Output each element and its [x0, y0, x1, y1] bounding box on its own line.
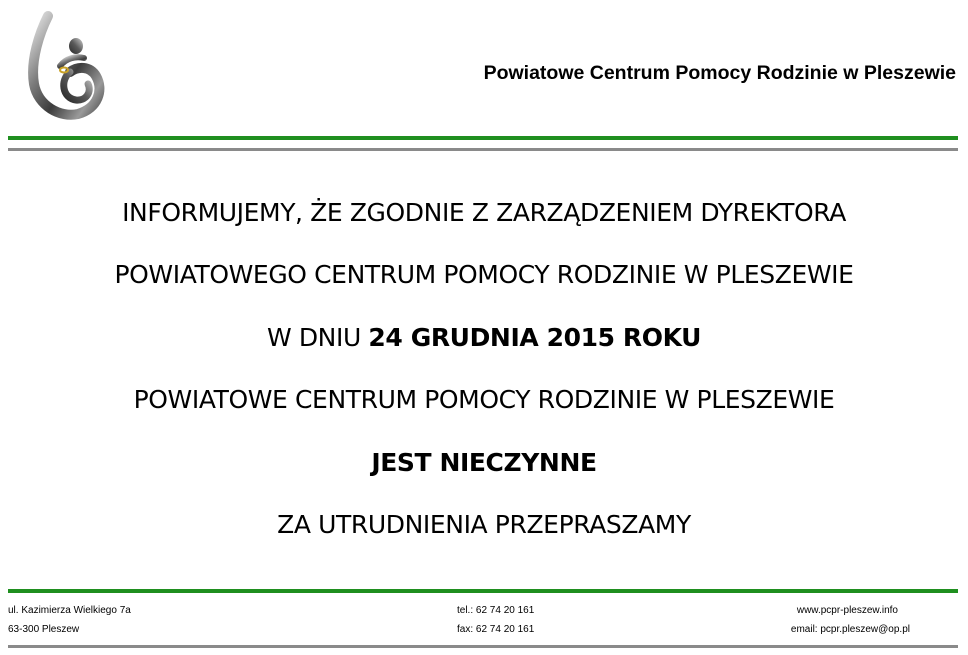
footer-email[interactable]: email: pcpr.pleszew@op.pl: [790, 624, 910, 635]
notice-line-1: INFORMUJEMY, ŻE ZGODNIE Z ZARZĄDZENIEM DYREKTORA: [122, 198, 846, 227]
footer-fax: fax: 62 74 20 161: [457, 624, 535, 635]
notice-apology: ZA UTRUDNIENIA PRZEPRASZAMY: [277, 510, 691, 539]
footer-address-city: 63-300 Pleszew: [8, 624, 80, 635]
header-gray-rule: [8, 148, 958, 151]
footer-phone: tel.: 62 74 20 161: [457, 605, 535, 616]
notice-date-prefix: W DNIU: [266, 323, 369, 352]
footer-green-rule: [8, 589, 958, 593]
notice-date: 24 GRUDNIA 2015 ROKU: [368, 323, 702, 352]
notice-closed-text: JEST NIECZYNNE: [371, 448, 597, 477]
notice-line-3: [0, 325, 968, 350]
footer-gray-rule: [8, 645, 958, 648]
footer-website[interactable]: www.pcpr-pleszew.info: [796, 605, 898, 616]
footer-address-street: ul. Kazimierza Wielkiego 7a: [8, 605, 131, 616]
header-green-rule: [8, 136, 958, 140]
notice-line-2: POWIATOWEGO CENTRUM POMOCY RODZINIE W PLESZEWIE: [114, 260, 854, 289]
organization-name: Powiatowe Centrum Pomocy Rodzinie w Pleszewie: [483, 62, 956, 84]
notice-line-4: POWIATOWE CENTRUM POMOCY RODZINIE W PLESZEWIE: [133, 385, 835, 414]
organization-logo: [20, 10, 112, 122]
notice-closed: [0, 450, 968, 475]
